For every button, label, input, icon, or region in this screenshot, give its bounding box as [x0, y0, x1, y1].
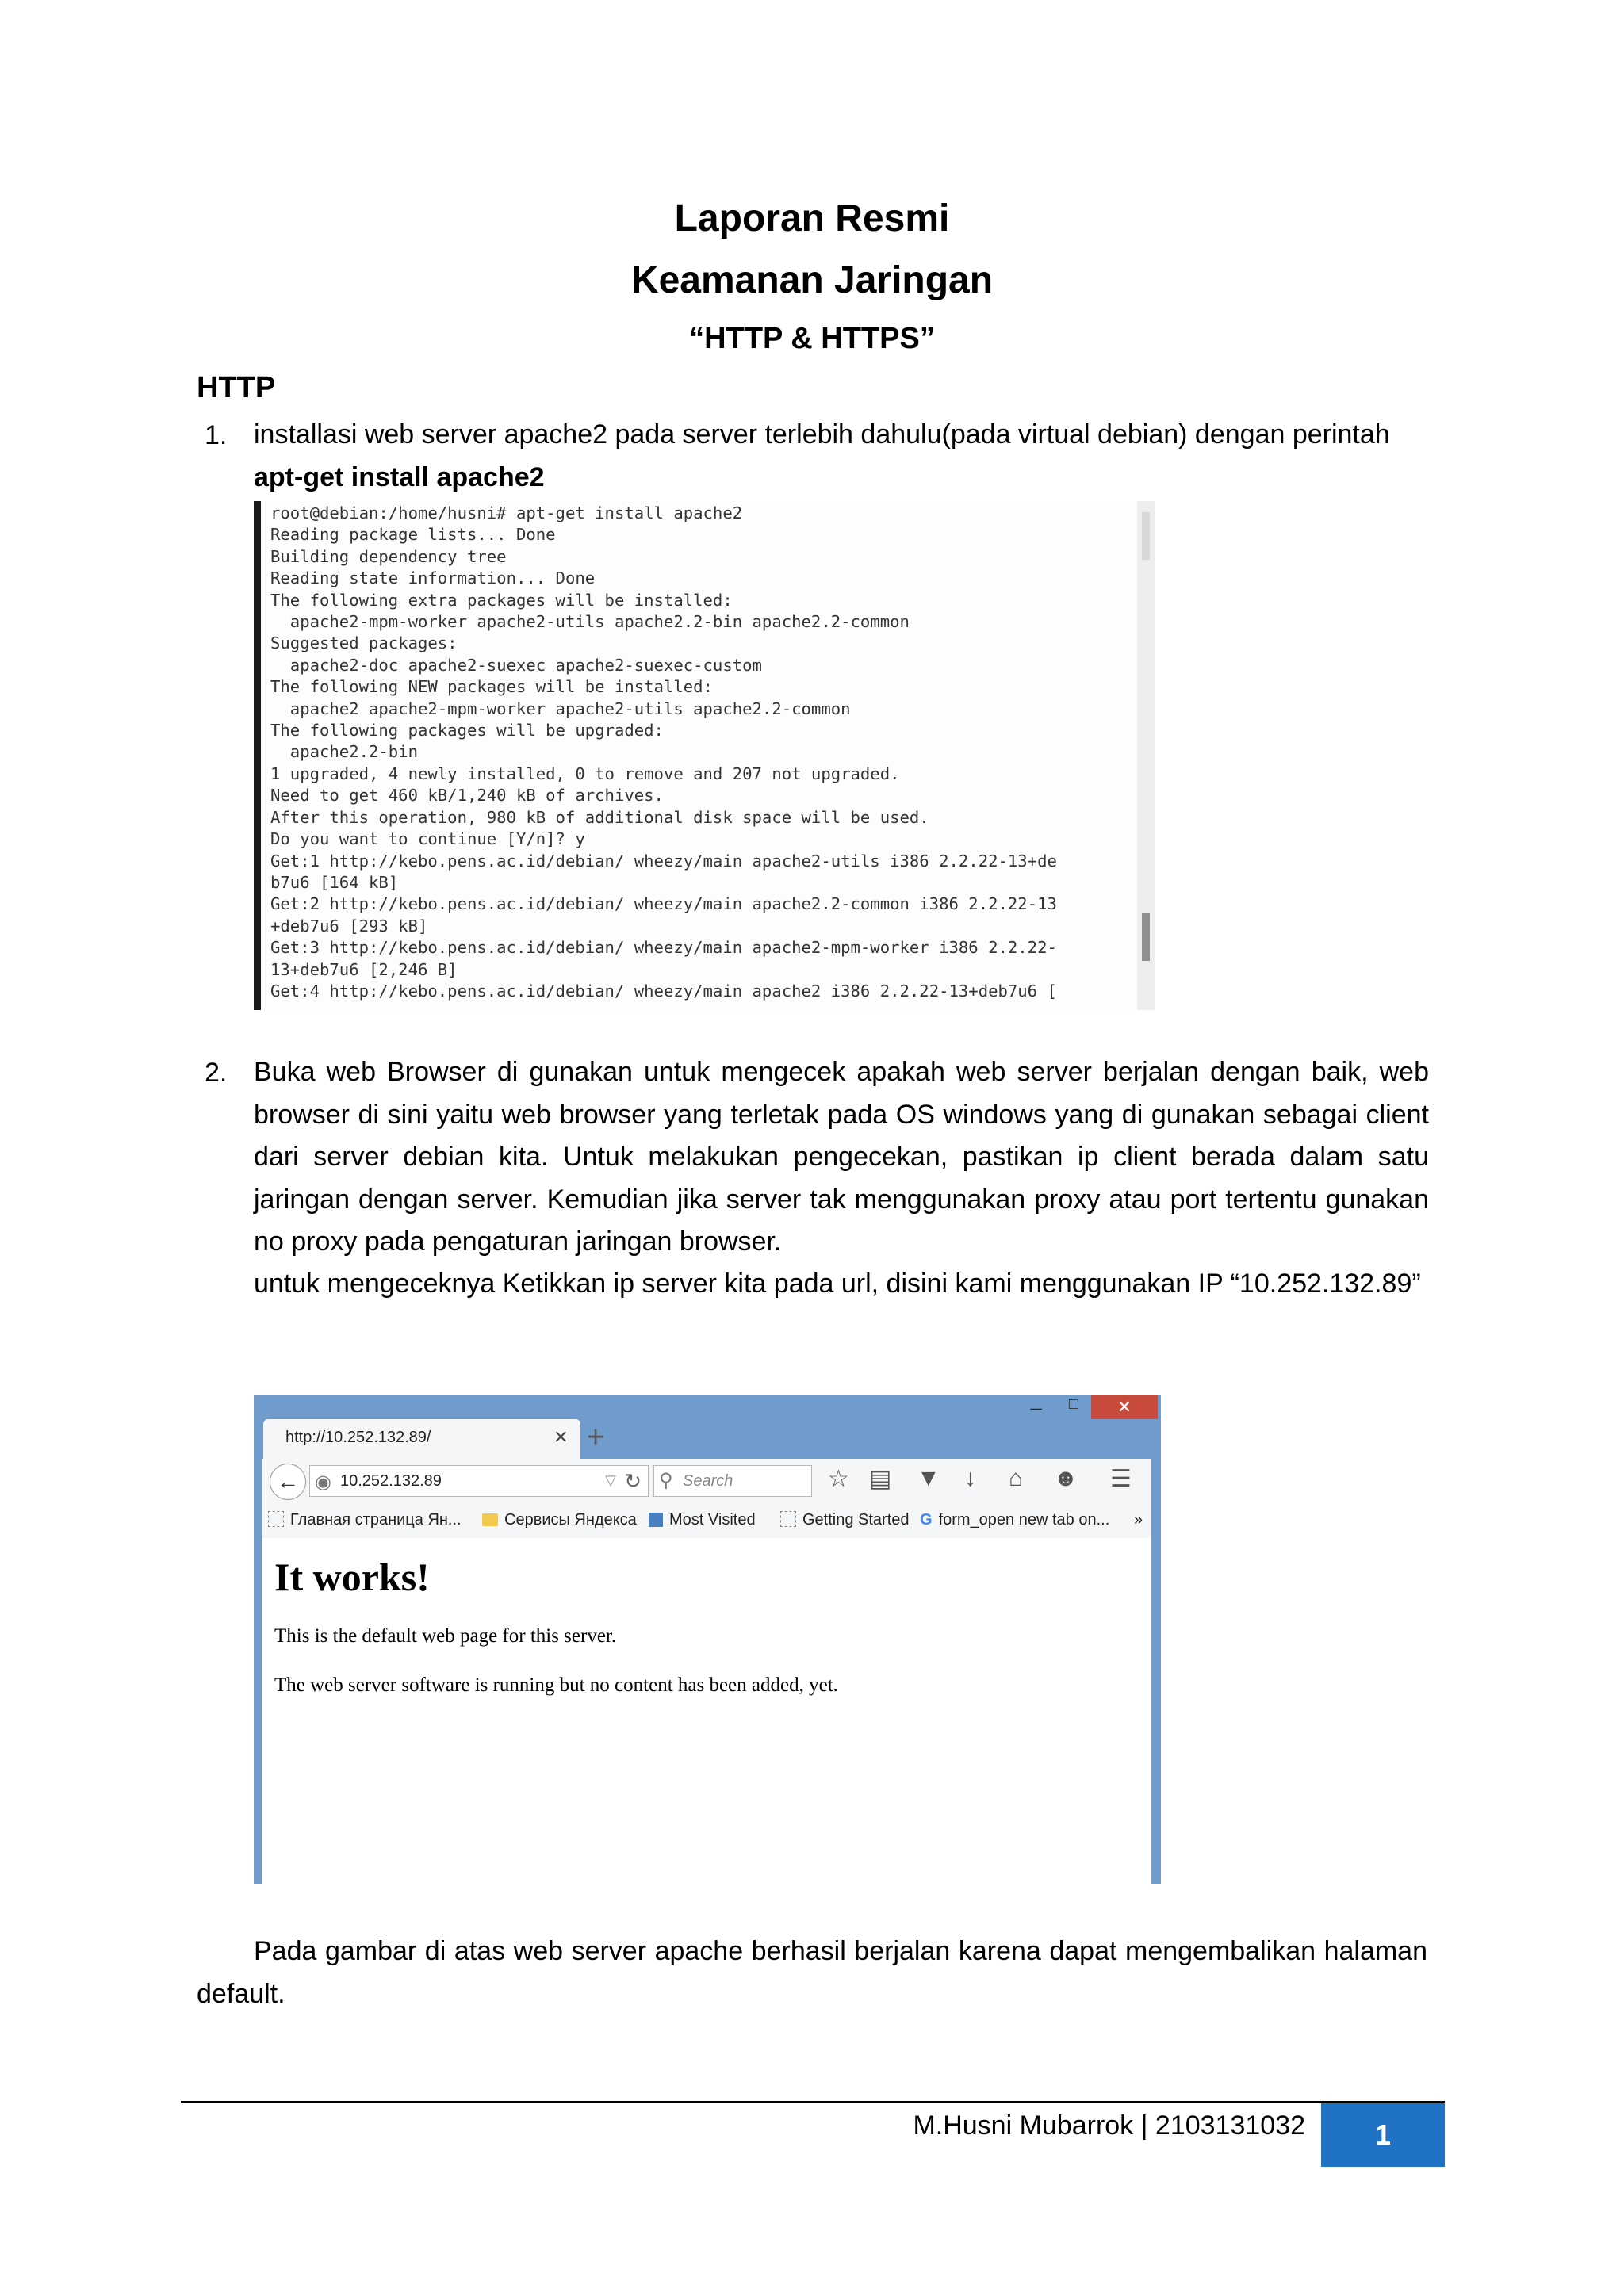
reading-list-icon[interactable]: ▤ [869, 1466, 892, 1492]
terminal-line: apache2 apache2-mpm-worker apache2-utils apache2.2-common [270, 698, 851, 718]
bookmarks-bar [262, 1503, 1151, 1539]
terminal-line: Suggested packages: [270, 633, 458, 653]
terminal-line: root@debian:/home/husni# apt-get install apache2 [270, 503, 743, 522]
page-number: 1 [1321, 2103, 1445, 2167]
terminal-output [261, 501, 1155, 1002]
terminal-line: apache2.2-bin [270, 742, 418, 762]
menu-icon[interactable]: ☰ [1110, 1466, 1132, 1492]
download-icon[interactable]: ↓ [964, 1465, 976, 1491]
bookmark-icon [649, 1513, 663, 1527]
step-1-description: installasi web server apache2 pada server terlebih dahulu(pada virtual debian) dengan perintah [254, 419, 1390, 450]
bookmark-item[interactable]: Сервисы Яндекса [482, 1511, 637, 1529]
terminal-line: apache2-mpm-worker apache2-utils apache2.2-bin apache2.2-common [270, 612, 910, 632]
report-topic: “HTTP & HTTPS” [689, 322, 935, 355]
terminal-line: Reading package lists... Done [270, 525, 556, 545]
page-paragraph: The web server software is running but no content has been added, yet. [274, 1674, 838, 1696]
terminal-line: apache2-doc apache2-suexec apache2-suexec-custom [270, 655, 762, 675]
bookmark-item[interactable]: G form_open new tab on... [920, 1511, 1110, 1529]
footer-author: M.Husni Mubarrok | 2103131032 [913, 2110, 1305, 2141]
terminal-line: The following NEW packages will be installed: [270, 677, 713, 697]
globe-icon: ◉ [315, 1471, 331, 1493]
terminal-line: 13+deb7u6 [2,246 B] [270, 959, 458, 979]
page-heading: It works! [274, 1555, 430, 1599]
terminal-line: Get:4 http://kebo.pens.ac.id/debian/ wheezy/main apache2 i386 2.2.22-13+deb7u6 [ [270, 981, 1057, 1001]
conclusion-paragraph: Pada gambar di atas web server apache berhasil berjalan karena dapat mengembalikan halaman default. [197, 1936, 1427, 2009]
terminal-line: After this operation, 980 kB of additional disk space will be used. [270, 807, 929, 827]
url-bar[interactable] [309, 1465, 649, 1497]
bookmark-item[interactable]: Getting Started [780, 1511, 910, 1529]
step-2-number: 2. [205, 1058, 228, 1088]
browser-tab[interactable] [263, 1419, 580, 1459]
footer-divider [181, 2101, 1445, 2103]
search-icon: ⚲ [659, 1470, 673, 1491]
search-bar[interactable] [653, 1465, 812, 1497]
maximize-icon[interactable]: □ [1068, 1395, 1078, 1413]
step-1-text [254, 414, 1429, 499]
browser-toolbar [262, 1459, 1151, 1503]
bookmarks-overflow-icon[interactable]: » [1134, 1511, 1143, 1529]
terminal-screenshot [254, 501, 1155, 1010]
terminal-line: Get:1 http://kebo.pens.ac.id/debian/ wheezy/main apache2-utils i386 2.2.22-13+de [270, 851, 1057, 871]
terminal-line: Get:3 http://kebo.pens.ac.id/debian/ wheezy/main apache2-mpm-worker i386 2.2.22- [270, 938, 1057, 958]
minimize-icon[interactable]: – [1030, 1395, 1042, 1419]
dropdown-icon[interactable]: ▽ [605, 1472, 616, 1488]
terminal-line: Do you want to continue [Y/n]? y [270, 829, 585, 849]
chat-icon[interactable]: ☻ [1053, 1465, 1078, 1491]
terminal-line: Reading state information... Done [270, 568, 596, 588]
bookmark-star-icon[interactable]: ☆ [828, 1466, 849, 1492]
terminal-line: +deb7u6 [293 kB] [270, 916, 428, 936]
pocket-icon[interactable]: ▼ [917, 1465, 940, 1491]
bookmark-item[interactable]: Главная страница Ян... [268, 1511, 462, 1529]
google-icon: G [920, 1511, 933, 1529]
tab-title: http://10.252.132.89/ [285, 1429, 431, 1446]
url-input[interactable]: 10.252.132.89 [340, 1472, 442, 1490]
home-icon[interactable]: ⌂ [1009, 1465, 1024, 1491]
terminal-scrollbar-track-mark [1142, 512, 1150, 560]
folder-icon [482, 1513, 498, 1526]
back-arrow-icon[interactable]: ← [270, 1464, 306, 1500]
step-2-text-continued: untuk mengeceknya Ketikkan ip server kita pada url, disini kami menggunakan IP “10.252.132.89” [254, 1269, 1421, 1299]
search-input[interactable]: Search [683, 1472, 733, 1490]
new-tab-icon[interactable]: + [587, 1421, 605, 1454]
terminal-line: Building dependency tree [270, 546, 507, 566]
browser-page-content [262, 1538, 1151, 1884]
close-window-button[interactable]: ✕ [1091, 1395, 1158, 1419]
bookmark-item[interactable]: Most Visited [649, 1511, 756, 1529]
terminal-scrollbar-thumb[interactable] [1142, 913, 1150, 961]
section-heading: HTTP [197, 371, 276, 404]
terminal-line: The following packages will be upgraded: [270, 721, 664, 740]
terminal-line: b7u6 [164 kB] [270, 872, 399, 892]
step-1-number: 1. [205, 420, 228, 450]
terminal-line: 1 upgraded, 4 newly installed, 0 to remove and 207 not upgraded. [270, 763, 900, 783]
tab-close-icon[interactable]: × [553, 1424, 568, 1450]
step-1-command: apt-get install apache2 [254, 461, 545, 492]
terminal-line: The following extra packages will be installed: [270, 590, 733, 610]
page-icon [268, 1511, 284, 1527]
terminal-line: Get:2 http://kebo.pens.ac.id/debian/ wheezy/main apache2.2-common i386 2.2.22-13 [270, 894, 1057, 914]
report-subtitle: Keamanan Jaringan [630, 259, 994, 301]
page-icon [780, 1511, 796, 1527]
browser-screenshot [254, 1395, 1161, 1884]
report-title: Laporan Resmi [674, 197, 950, 239]
reload-icon[interactable]: ↻ [624, 1469, 642, 1493]
page-paragraph: This is the default web page for this server. [274, 1625, 617, 1647]
step-2-text: Buka web Browser di gunakan untuk mengecek apakah web server berjalan dengan baik, web browser di sini yaitu web browser yang terletak pada OS windows yang di gunakan sebagai client dari server debian kita. Untuk melakukan pengecekan, pastikan ip client berada dalam satu jaringan dengan server. Kemudian jika server tak menggunakan proxy atau port tertentu gunakan no proxy pada pengaturan jaringan browser. [254, 1057, 1429, 1257]
terminal-line: Need to get 460 kB/1,240 kB of archives. [270, 786, 664, 806]
